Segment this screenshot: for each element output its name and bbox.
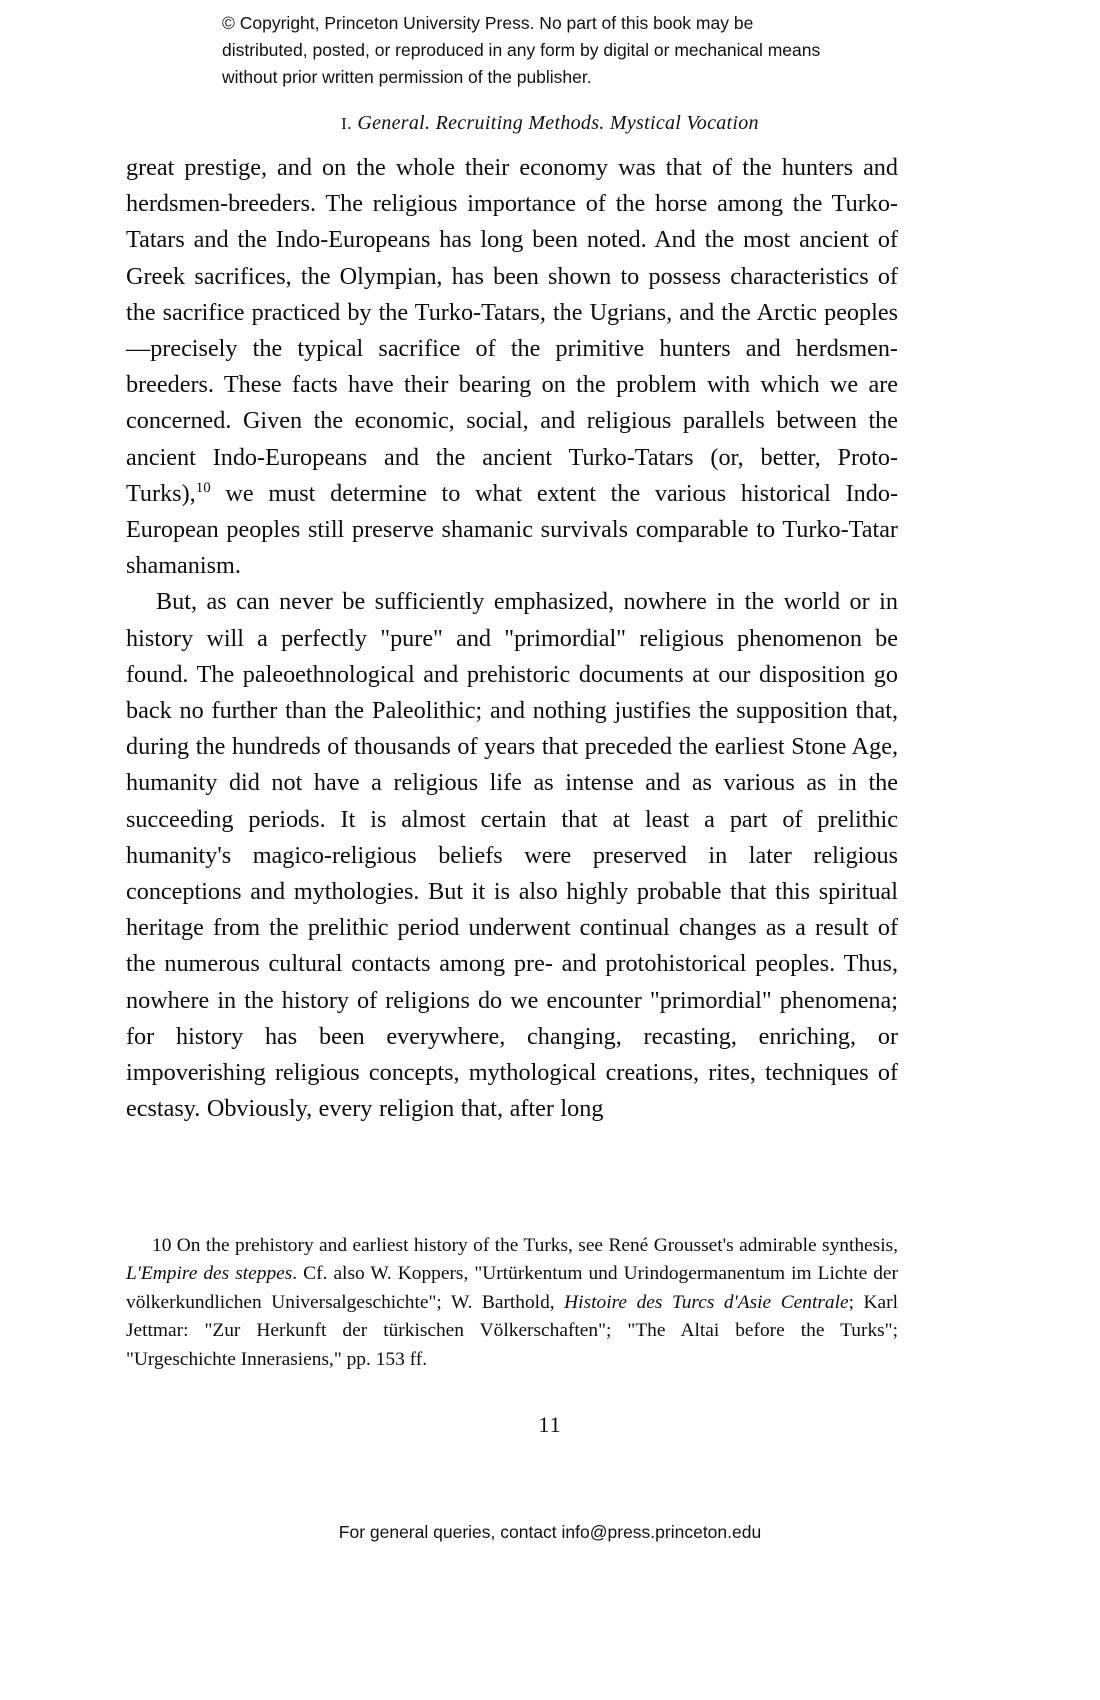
paragraph-2: But, as can never be sufficiently emphasized, nowhere in the world or in history will a perfectly "pure" and "primordial" religious phenomenon be found. The paleoethnological and prehistoric documents at our disposition go back no further than the Paleolithic; and nothing justifies the supposition that, during the hundreds of thousands of years that preceded the earliest Stone Age, humanity did not have a religious life as intense and as various as in the succeeding periods. It is almost certain that at least a part of prelithic humanity's magico-religious beliefs were preserved in later religious conceptions and mythologies. But it is also highly probable that this spiritual heritage from the prelithic period underwent continual changes as a result of the numerous cultural contacts among pre- and protohistorical peoples. Thus, nowhere in the history of religions do we encounter "primordial" phenomena; for history has been everywhere, changing, recasting, enriching, or impoverishing religious concepts, mythological creations, rites, techniques of ecstasy. Obviously, every religion that, after long xyxy=(126,588,898,1123)
footnote-text-2: . Cf. also W. Koppers, "Urtürkentum und Urindogermanentum im Lichte der völkerkundlichen Universalgeschichte"; W. Barthold, xyxy=(126,1263,898,1313)
footnote-italic-title-2: Histoire des Turcs d'Asie Centrale xyxy=(564,1291,849,1313)
footnote-number: 10 xyxy=(152,1235,172,1256)
body-column xyxy=(126,150,898,1127)
footnote-italic-title-1: L'Empire des steppes xyxy=(126,1263,293,1285)
footnote-block xyxy=(126,1232,898,1374)
copyright-notice: © Copyright, Princeton University Press. No part of this book may be distributed, posted, or reproduced in any form by digital or mechanical means without prior written permission of the publisher. xyxy=(222,13,821,88)
footnote-marker-10: 10 xyxy=(195,479,211,496)
footnote-text-3: ; Karl Jettmar: "Zur Herkunft der türkischen Völkerschaften"; "The Altai before the Turks"; "Urgeschichte Innerasiens," pp. 153 ff. xyxy=(126,1291,898,1370)
paragraph-1 xyxy=(126,150,898,584)
paragraph-1-text-part1: great prestige, and on the whole their economy was that of the hunters and herdsmen-breeders. The religious importance of the horse among the Turko-Tatars and the Indo-Europeans has long been noted. And the most ancient of Greek sacrifices, the Olympian, has been shown to possess characteristics of the sacrifice practiced by the Turko-Tatars, the Ugrians, and the Arctic peoples—precisely the typical sacrifice of the primitive hunters and herdsmen-breeders. These facts have their bearing on the problem with which we are concerned. Given the economic, social, and religious parallels between the ancient Indo-Europeans and the ancient Turko-Tatars (or, better, Proto-Turks), xyxy=(126,154,898,507)
running-head-title: General. Recruiting Methods. Mystical Vocation xyxy=(357,112,759,134)
footnote-text-1: On the prehistory and earliest history of the Turks, see René Grousset's admirable synthesis, xyxy=(171,1235,898,1256)
running-head-section-number: I. xyxy=(341,114,353,133)
page-number: 11 xyxy=(538,1412,562,1437)
running-head xyxy=(0,112,1100,135)
paragraph-1-text-part2: we must determine to what extent the various historical Indo-European peoples still preserve shamanic survivals comparable to Turko-Tatar shamanism. xyxy=(126,479,898,580)
footer-query-notice: For general queries, contact info@press.princeton.edu xyxy=(338,1522,762,1542)
